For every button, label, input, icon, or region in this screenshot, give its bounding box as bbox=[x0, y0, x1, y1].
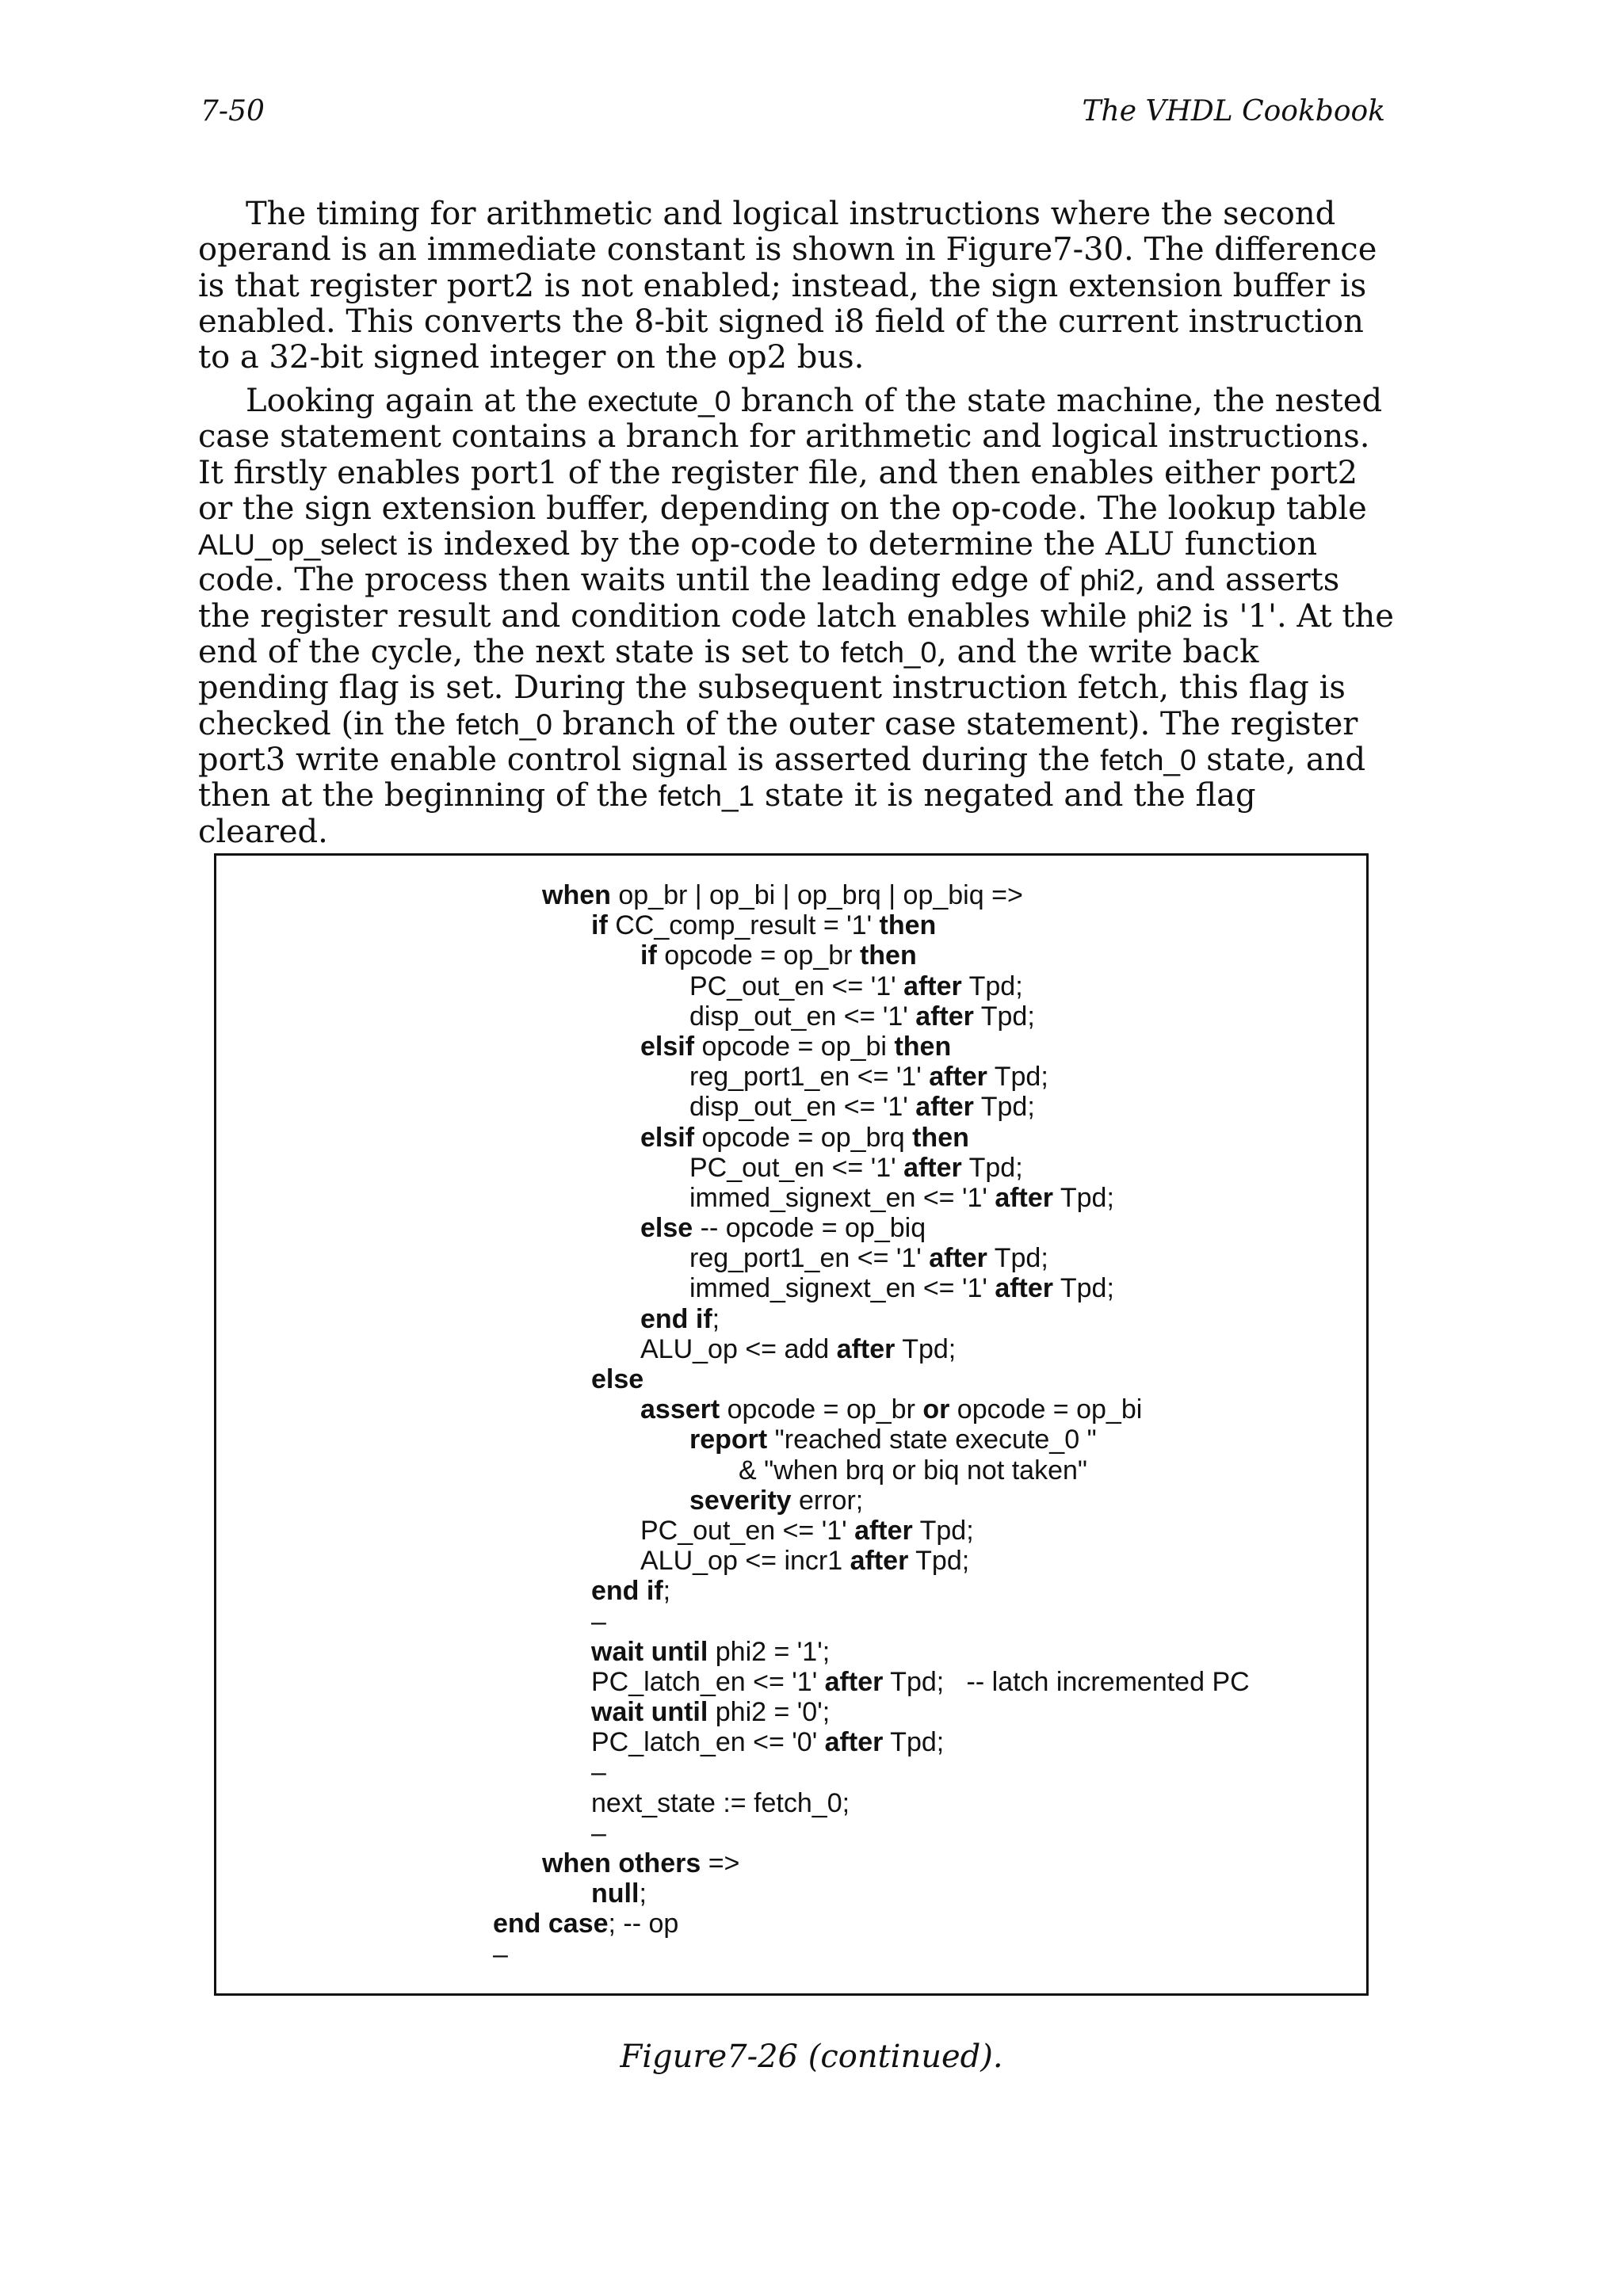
paragraph-1-text: The timing for arithmetic and logical instructions where the second operand is an immediate constant is shown in Figure7-30. The difference is that register port2 is not enabled; instead, the sign extension buffer is enabled. This converts the 8-bit signed i8 field of the current instruction to a 32-bit signed integer on the op2 bus. bbox=[198, 196, 1377, 376]
code-line bbox=[493, 1364, 1250, 1394]
code-line bbox=[493, 940, 1250, 971]
code-text: ; bbox=[663, 1576, 671, 1607]
code-keyword: after bbox=[929, 1243, 987, 1274]
code-keyword: end if bbox=[640, 1303, 712, 1334]
code-keyword: null bbox=[591, 1878, 640, 1909]
code-line bbox=[493, 1878, 1250, 1909]
code-text: Tpd; bbox=[912, 1515, 974, 1546]
code-text: Tpd; bbox=[1053, 1273, 1114, 1304]
text-segment: branch of the outer case statement). The register port3 write enable control signal is asserted during the bbox=[198, 705, 1358, 778]
code-line bbox=[493, 1213, 1250, 1243]
code-line bbox=[493, 1334, 1250, 1364]
code-text: Tpd; bbox=[961, 971, 1023, 1001]
code-text: Tpd; -- latch incremented PC bbox=[883, 1666, 1250, 1697]
code-text: Tpd; bbox=[973, 1001, 1035, 1032]
code-text: -- opcode = op_biq bbox=[693, 1213, 926, 1244]
code-line bbox=[493, 1243, 1250, 1273]
code-text: PC_out_en <= '1' bbox=[689, 1152, 904, 1183]
code-text: Tpd; bbox=[895, 1333, 957, 1364]
code-keyword: after bbox=[824, 1727, 884, 1758]
code-line bbox=[493, 1273, 1250, 1303]
code-keyword: then bbox=[912, 1122, 969, 1153]
text-segment: is '1'. At the end of the cycle, the next state is set to bbox=[198, 597, 1394, 671]
code-text: PC_latch_en <= '1' bbox=[591, 1666, 825, 1697]
code-keyword: then bbox=[894, 1031, 952, 1062]
code-keyword: after bbox=[995, 1182, 1054, 1213]
code-line bbox=[493, 1394, 1250, 1425]
figure-caption: Figure7-26 (continued). bbox=[620, 2039, 1003, 2075]
code-text: Tpd; bbox=[987, 1243, 1048, 1274]
code-keyword: after bbox=[836, 1333, 896, 1364]
code-text: => bbox=[701, 1848, 740, 1878]
code-line bbox=[493, 1123, 1250, 1153]
code-text: – bbox=[591, 1757, 606, 1788]
code-keyword: else bbox=[640, 1213, 693, 1244]
code-line bbox=[493, 1546, 1250, 1576]
code-keyword: after bbox=[854, 1515, 913, 1546]
code-text: reg_port1_en <= '1' bbox=[689, 1062, 930, 1093]
code-text: & "when brq or biq not taken" bbox=[739, 1455, 1087, 1486]
code-text: immed_signext_en <= '1' bbox=[689, 1273, 995, 1304]
code-line bbox=[493, 1576, 1250, 1606]
code-line bbox=[493, 1757, 1250, 1787]
code-text: ; bbox=[712, 1303, 720, 1334]
code-keyword: after bbox=[850, 1546, 909, 1577]
code-text: op_br | op_bi | op_brq | op_biq => bbox=[610, 880, 1023, 910]
code-text: Tpd; bbox=[1053, 1182, 1114, 1213]
code-line bbox=[493, 1455, 1250, 1486]
code-line bbox=[493, 1848, 1250, 1878]
code-text: PC_latch_en <= '0' bbox=[591, 1727, 825, 1758]
code-text: ALU_op <= add bbox=[640, 1333, 837, 1364]
code-line bbox=[493, 1153, 1250, 1183]
code-line bbox=[493, 1667, 1250, 1697]
code-line bbox=[493, 880, 1250, 910]
code-text: next_state := fetch_0; bbox=[591, 1787, 850, 1818]
code-listing bbox=[493, 880, 1250, 1970]
code-keyword: or bbox=[922, 1394, 950, 1425]
code-text: – bbox=[493, 1939, 508, 1970]
code-text: opcode = op_br bbox=[656, 940, 860, 971]
code-line bbox=[493, 1909, 1250, 1939]
code-keyword: when others bbox=[542, 1848, 701, 1878]
code-keyword: end if bbox=[591, 1576, 663, 1607]
code-line bbox=[493, 1939, 1250, 1970]
code-text: disp_out_en <= '1' bbox=[689, 1001, 916, 1032]
code-text: error; bbox=[791, 1485, 864, 1516]
code-keyword: then bbox=[879, 910, 937, 941]
code-keyword: else bbox=[591, 1364, 644, 1394]
code-keyword: assert bbox=[640, 1394, 720, 1425]
code-text: immed_signext_en <= '1' bbox=[689, 1182, 995, 1213]
code-text: CC_comp_result = '1' bbox=[607, 910, 880, 941]
code-keyword: after bbox=[824, 1666, 884, 1697]
text-segment: , and the write back pending flag is set. During the subsequent instruction fetch, this flag is checked (in the bbox=[198, 634, 1346, 742]
code-identifier: phi2 bbox=[1136, 600, 1193, 633]
code-line bbox=[493, 1727, 1250, 1757]
code-line bbox=[493, 1788, 1250, 1818]
code-line bbox=[493, 1183, 1250, 1213]
code-keyword: after bbox=[995, 1273, 1054, 1304]
code-text: Tpd; bbox=[961, 1152, 1023, 1183]
code-text: opcode = op_br bbox=[720, 1394, 923, 1425]
code-text: reg_port1_en <= '1' bbox=[689, 1243, 930, 1274]
text-segment: Looking again at the bbox=[246, 383, 588, 419]
code-keyword: elsif bbox=[640, 1031, 695, 1062]
code-line bbox=[493, 910, 1250, 940]
code-identifier: fetch_0 bbox=[840, 636, 938, 669]
code-text: ALU_op <= incr1 bbox=[640, 1546, 850, 1577]
code-line bbox=[493, 1062, 1250, 1092]
code-text: Tpd; bbox=[908, 1546, 970, 1577]
code-text: – bbox=[591, 1817, 606, 1848]
code-identifier: phi2 bbox=[1079, 564, 1136, 597]
text-segment: state, and then at the beginning of the bbox=[198, 741, 1366, 814]
code-text: Tpd; bbox=[883, 1727, 945, 1758]
code-keyword: wait until bbox=[591, 1697, 708, 1728]
code-text: ; bbox=[639, 1878, 647, 1909]
code-keyword: severity bbox=[689, 1485, 792, 1516]
code-keyword: after bbox=[903, 971, 962, 1001]
code-identifier: fetch_0 bbox=[1100, 743, 1197, 776]
code-keyword: after bbox=[915, 1001, 974, 1032]
page-number: 7-50 bbox=[200, 95, 265, 128]
code-keyword: end case bbox=[493, 1909, 609, 1939]
code-line bbox=[493, 1818, 1250, 1848]
code-keyword: if bbox=[591, 910, 608, 941]
code-keyword: elsif bbox=[640, 1122, 695, 1153]
code-text: PC_out_en <= '1' bbox=[689, 971, 904, 1001]
code-line bbox=[493, 1425, 1250, 1455]
code-text: phi2 = '0'; bbox=[708, 1697, 831, 1728]
code-line bbox=[493, 1697, 1250, 1727]
code-line bbox=[493, 1516, 1250, 1546]
code-identifier: fetch_1 bbox=[658, 780, 755, 813]
code-text: disp_out_en <= '1' bbox=[689, 1092, 916, 1123]
code-text: opcode = op_brq bbox=[694, 1122, 913, 1153]
code-keyword: when bbox=[542, 880, 611, 910]
text-segment: , and asserts the register result and condition code latch enables while bbox=[198, 562, 1340, 635]
code-text: opcode = op_bi bbox=[694, 1031, 895, 1062]
code-line bbox=[493, 1092, 1250, 1122]
book-title: The VHDL Cookbook bbox=[1082, 95, 1385, 128]
code-text: – bbox=[591, 1606, 606, 1637]
code-text: Tpd; bbox=[973, 1092, 1035, 1123]
code-line bbox=[493, 1304, 1250, 1334]
code-keyword: then bbox=[859, 940, 917, 971]
code-keyword: after bbox=[903, 1152, 962, 1183]
text-segment: is indexed by the op-code to determine the ALU function code. The process then waits until the leading edge of bbox=[198, 526, 1318, 599]
code-text: "reached state execute_0 " bbox=[767, 1425, 1097, 1455]
code-line bbox=[493, 1001, 1250, 1032]
code-keyword: report bbox=[689, 1425, 768, 1455]
code-keyword: wait until bbox=[591, 1636, 708, 1667]
code-identifier: ALU_op_select bbox=[198, 528, 397, 562]
code-line bbox=[493, 1486, 1250, 1516]
code-keyword: after bbox=[915, 1092, 974, 1123]
text-segment: branch of the state machine, the nested case statement contains a branch for arithmetic and logical instructions. It firstly enables port1 of the register file, and then enables either port2 or the sign extension buffer, depending on the op-code. The lookup table bbox=[198, 383, 1383, 527]
code-line bbox=[493, 971, 1250, 1001]
code-text: ; -- op bbox=[608, 1909, 679, 1939]
paragraph-1 bbox=[198, 196, 1395, 376]
text-segment: state it is negated and the flag cleared. bbox=[198, 777, 1256, 850]
code-text: PC_out_en <= '1' bbox=[640, 1515, 855, 1546]
code-text: opcode = op_bi bbox=[949, 1394, 1143, 1425]
code-identifier: fetch_0 bbox=[456, 707, 552, 741]
paragraph-2-text bbox=[198, 383, 1395, 850]
code-text: Tpd; bbox=[987, 1062, 1048, 1093]
code-keyword: after bbox=[929, 1062, 987, 1093]
code-identifier: exectute_0 bbox=[587, 385, 731, 418]
paragraph-2 bbox=[198, 383, 1395, 850]
code-line bbox=[493, 1607, 1250, 1637]
code-text: phi2 = '1'; bbox=[708, 1636, 831, 1667]
code-line bbox=[493, 1032, 1250, 1062]
code-line bbox=[493, 1637, 1250, 1667]
code-keyword: if bbox=[640, 940, 657, 971]
